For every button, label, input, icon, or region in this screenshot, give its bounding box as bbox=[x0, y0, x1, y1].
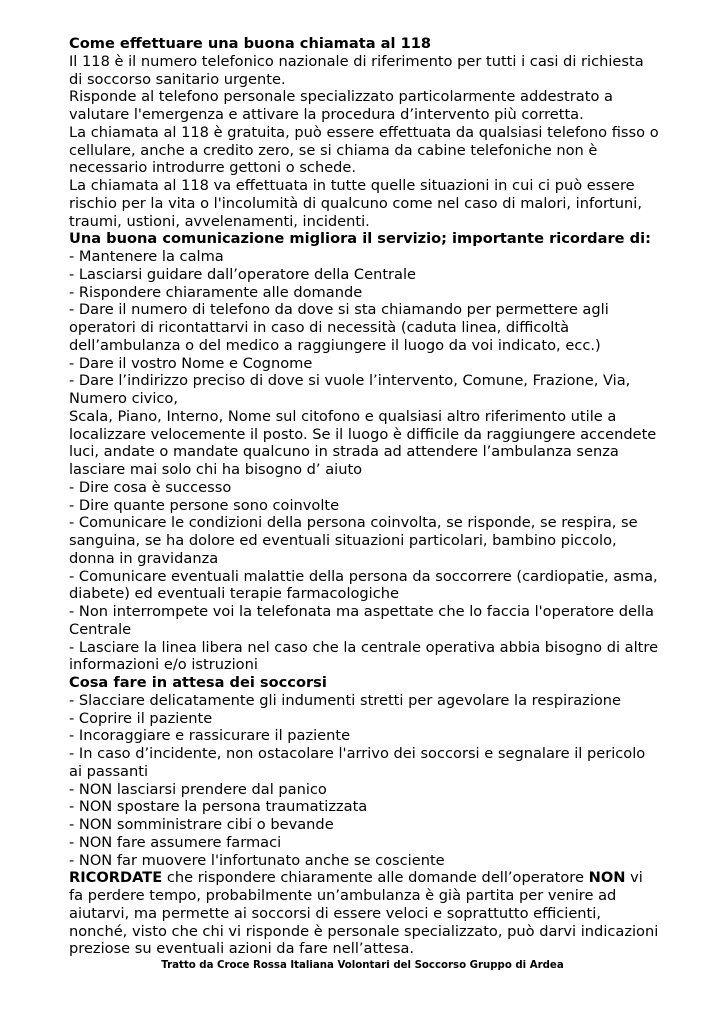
list-item: - Rispondere chiaramente alle domande bbox=[69, 283, 363, 301]
reminder-text: vi fa perdere tempo, probabilmente un’ambulanza è già partita per venire ad aiutarvi, ma permette ai soccorsi di essere veloci e soprattutto efficienti, nonché, visto che chi vi risponde è personale specializzato, può darvi indicazioni preziose su eventuali azioni da fare nell’attesa. bbox=[69, 869, 659, 958]
intro-section bbox=[69, 53, 659, 231]
intro-paragraph: Il 118 è il numero telefonico nazionale di riferimento per tutti i casi di richiesta di soccorso sanitario urgente. bbox=[69, 52, 644, 88]
list-item: Scala, Piano, Interno, Nome sul citofono e qualsiasi altro riferimento utile a localizzare velocemente il posto. Se il luogo è difficile da raggiungere accendete luci, andate o mandate qualcuno in strada ad attendere l’ambulanza senza lasciare mai solo chi ha bisogno d’ aiuto bbox=[69, 407, 657, 478]
list-item: - Non interrompete voi la telefonata ma aspettate che lo faccia l'operatore della Centrale bbox=[69, 603, 654, 638]
list-item: - Comunicare eventuali malattie della persona da soccorrere (cardiopatie, asma, diabete) ed eventuali terapie farmacologiche bbox=[69, 567, 658, 603]
reminder-paragraph bbox=[69, 869, 659, 958]
list-item: - NON lasciarsi prendere dal panico bbox=[69, 780, 327, 798]
intro-paragraph: La chiamata al 118 è gratuita, può essere effettuata da qualsiasi telefono fisso o cellulare, anche a credito zero, se si chiama da cabine telefoniche non è necessario introdurre gettoni o schede. bbox=[69, 123, 659, 177]
document-body bbox=[69, 35, 659, 958]
list-item: - Mantenere la calma bbox=[69, 248, 224, 265]
communication-section bbox=[69, 230, 659, 674]
reminder-text: che rispondere chiaramente alle domande dell’operatore bbox=[162, 869, 589, 887]
list-item: - NON far muovere l'infortunato anche se cosciente bbox=[69, 851, 445, 869]
list-item: - In caso d’incidente, non ostacolare l'arrivo dei soccorsi e segnalare il pericolo ai passanti bbox=[69, 745, 646, 780]
list-item: - NON spostare la persona traumatizzata bbox=[69, 798, 368, 816]
waiting-heading: Cosa fare in attesa dei soccorsi bbox=[69, 674, 327, 691]
list-item: - Lasciarsi guidare dall’operatore della Centrale bbox=[69, 265, 417, 283]
list-item: - Dare il vostro Nome e Cognome bbox=[69, 354, 313, 372]
list-item: - Comunicare le condizioni della persona coinvolta, se risponde, se respira, se sanguina, se ha dolore ed eventuali situazioni particolari, bambino piccolo, donna in gravidanza bbox=[69, 514, 638, 567]
source-footer: Tratto da Croce Rossa Italiana Volontari del Soccorso Gruppo di Ardea bbox=[161, 960, 564, 971]
list-item: - Incoraggiare e rassicurare il paziente bbox=[69, 727, 351, 745]
list-item: - Dare il numero di telefono da dove si sta chiamando per permettere agli operatori di ricontattarvi in caso di necessità (caduta linea, difficoltà dell’ambulanza o del medico a raggiungere il luogo da voi indicato, ecc.) bbox=[69, 301, 609, 354]
list-item: - NON somministrare cibi o bevande bbox=[69, 816, 334, 833]
reminder-emphasis: NON bbox=[588, 869, 626, 887]
reminder-lead: RICORDATE bbox=[69, 869, 163, 887]
waiting-section bbox=[69, 674, 659, 869]
list-item: - NON fare assumere farmaci bbox=[69, 833, 282, 851]
list-item: - Dare l’indirizzo preciso di dove si vuole l’intervento, Comune, Frazione, Via, Numero civico, bbox=[69, 372, 631, 407]
list-item: - Dire quante persone sono coinvolte bbox=[69, 496, 340, 514]
page-title: Come effettuare una buona chiamata al 118 bbox=[69, 35, 432, 52]
intro-paragraph: La chiamata al 118 va effettuata in tutte quelle situazioni in cui ci può essere rischio per la vita o l'incolumità di qualcuno come nel caso di malori, infortuni, traumi, ustioni, avvelenamenti, incidenti. bbox=[69, 177, 642, 230]
communication-heading: Una buona comunicazione migliora il servizio; importante ricordare di: bbox=[69, 230, 651, 248]
list-item: - Coprire il paziente bbox=[69, 709, 213, 727]
intro-paragraph: Risponde al telefono personale specializzato particolarmente addestrato a valutare l'emergenza e attivare la procedura d’intervento più corretta. bbox=[69, 88, 613, 123]
list-item: - Lasciare la linea libera nel caso che la centrale operativa abbia bisogno di altre informazioni e/o istruzioni bbox=[69, 638, 659, 674]
list-item: - Dire cosa è successo bbox=[69, 478, 232, 496]
list-item: - Slacciare delicatamente gli indumenti stretti per agevolare la respirazione bbox=[69, 691, 622, 709]
